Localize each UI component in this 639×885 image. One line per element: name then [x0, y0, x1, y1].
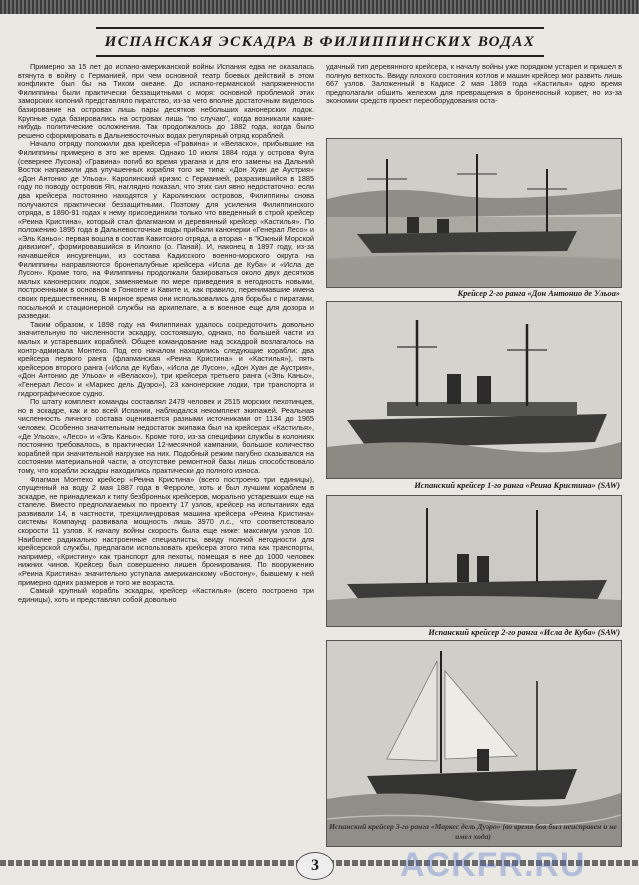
paragraph: Начало отряду положили два крейсера «Гравина» и «Веласко», прибывшие на Филиппины примерно в это же время. Однако 10 июля 1884 года у острова Фуга (севернее Лусона) «Гравина» погиб во время урагана и для его замены на Дальний Восток направили два улучшенных корабля того же типа: «Дон Хуан де Аустрия» «Дон Антонио де Ульоа». Каролинский кризис с Германией, разразившийся в 1885 году по поводу островов Яп, наглядно показал, что этих сил явно недостаточно: если два крейсера постоянно находятся у Каролинских островов, Филиппины снова получаются практически беззащитными. Поэтому для усиления Филиппинского отряда, в 1890-91 годах к нему присоединили только что введенный в строй крейсер «Реина Кристина», который стал флагманом и деревянный крейсер «Кастилья». По положению 1895 года в Дальневосточные воды прибыли канонерки «Генерал Лесо» и «Эль Каньо»: первая вошла в состав Кавитского отряда, а вторая - в "Южный Морской дивизион", формировавшийся в Илоило (о. Панай). И, наконец в 1897 году, из-за начавшейся инсургенции, из состава Кадисского военно-морского округа на Филиппины направляются бронепалубные крейсера «Исла де Куба» и «Исла де Лусон». Кроме того, на Филиппины продолжали базироваться около двух десятков малых канонерских лодок, заменяемые по мере приведения в негодность новыми, построенными в основном в Гонконге и Кавите и, как правило, перенимавшие имена своих предшественниц. В мирное время они использовались для борьбы с пиратами, посыльной и стационерной службы на архипелаге, а в военное еще для дозора и разведки.	[18, 139, 314, 321]
paragraph: Примерно за 15 лет до испано-американской войны Испания едва не оказалась втянута в войну с Германией, при чем основной театр боевых действий в этом конфликте был бы на Тихом океане. До испано-германской напряженности Филиппины были практически беззащитными с моря: основной проблемой этих заморских колоний представляло пиратство, из-за чего вполне достаточным виделось базирование на островах лишь пары десятков небольших канонерских лодок. Крупные суда базировались на островах лишь "по случаю", когда возникали какие-нибудь политические осложнения. Так продолжалось до 1882 года, когда было решено сформировать в Дальневосточных водах регулярный отряд кораблей.	[18, 63, 314, 140]
ship-photo	[326, 301, 622, 479]
paragraph: По штату комплект команды составлял 2479 человек и 2515 морских пехотинцев, но в эскадре, как и во всей Испании, наблюдался некомплект экипажей. Реальная численность личного состава оценивается разными источниками от 1134 до 1965 человек. Особенно значительным недостаток экипажа был на крейсерах «Кастилья», «Де Ульоа», «Лесо» и «Эль Каньо». Кроме того, из-за специфики службы в колониях постоянно требовалось, в практически 12-месячной кампании, большое количество кораблей при значительной нагрузке на них. Подобный режим пагубно сказывался на состоянии материальной части, а отсутствие ремонтной базы лишь способствовало тому, что корабли эскадры находились практически до полного износа.	[18, 397, 314, 475]
ship-photo	[326, 138, 622, 288]
article-title-frame	[96, 27, 544, 57]
article-title: ИСПАНСКАЯ ЭСКАДРА В ФИЛИППИНСКИХ ВОДАХ	[104, 33, 536, 50]
paragraph: Флагман Монтехо крейсер «Реина Кристина» (всего построено три единицы), спущенный на воду 2 мая 1887 года в Ферроле, хоть и был лучшим кораблем в эскадре, не принадлежал к типу безбронных крейсеров, морально устаревших еще на стапеле. Вместо предполагаемых по проекту 17 узлов, крейсер на испытаниях еда развивали 14, в частности, трехцилиндровая машина крейсера «Реина Кристина» системы Компаунд развивала мощность лишь 3970 л.с., что соответствовало скорости 11 узлов. К началу войны скорость была еще ниже: максимум узлов 10. Наиболее радикально настроенные специалисты, ввиду полной негодности для крейсерской службы, предлагали использовать крейсера этого типа как транспорты, например, «Кристину» как транспорт для пехоты, помещая в нее до 1000 человек нижних чинов. Крейсер был совершенно лишен бронирования. По вооружению «Реина Кристина» значительно уступала американскому «Бостону», бывшему к ней примерно одних размеров и того же возраста.	[18, 474, 314, 587]
top-decorative-bar	[0, 0, 639, 14]
right-text-column	[326, 63, 622, 133]
photo-caption: Испанский крейсер 3-го ранга «Маркес дель Дуэро» (во время боя был неисправен и не имел хода)	[329, 822, 617, 841]
photo-caption: Крейсер 2-го ранга «Дон Антонио де Ульоа»	[457, 289, 620, 298]
ship-photo	[326, 495, 622, 627]
photo-caption: Испанский крейсер 2-го ранга «Исла де Куба» (SAW)	[428, 628, 620, 637]
ship-illustration	[327, 496, 621, 626]
left-text-column	[18, 63, 314, 835]
page-number: 3	[296, 852, 334, 880]
paragraph: Самый крупный корабль эскадры, крейсер «Кастилья» (всего построено три единицы), хоть и представлял собой довольно	[18, 586, 314, 604]
page-footer	[0, 846, 639, 884]
ship-illustration	[327, 641, 621, 846]
ship-illustration	[327, 302, 621, 478]
ship-illustration	[327, 139, 621, 287]
paragraph: Таким образом, к 1898 году на Филиппинах удалось сосредоточить довольно значительную по численности эскадру, состоявшую, однако, по большей части из малых и устаревших кораблей. Общее командование над эскадрой возлагалось на контр-адмирала Монтехо. Под его началом находились следующие корабли: два крейсера первого ранга (флагманская «Реина Кристина» и «Кастилья»), пять крейсеров второго ранга («Исла де Куба», «Исла де Лусон», «Дон Хуан де Аустрия», «Дон Антонио де Ульоа» и «Веласко»), три крейсера третьего ранга («Эль Каньо», «Генерал Лесо» и «Маркес дель Дуэро»), 23 канонерские лодки, три транспорта и гидрографическое судно.	[18, 319, 314, 398]
watermark: ACKFR.RU	[400, 846, 586, 884]
photo-caption: Испанский крейсер 1-го ранга «Реина Кристина» (SAW)	[414, 481, 620, 490]
paragraph: удачный тип деревянного крейсера, к началу войны уже порядком устарел и пришел в полную ветхость. Ввиду плохого состояния котлов и машин крейсер мог развить лишь 667 узлов. Заложенный в Кадисе 2 мая 1869 года «Кастилья» одно время предполагали обшить железом для превращения в броненосный корвет, но из-за экономии средств проект переоборудования оста-	[326, 63, 622, 106]
ship-photo	[326, 640, 622, 847]
